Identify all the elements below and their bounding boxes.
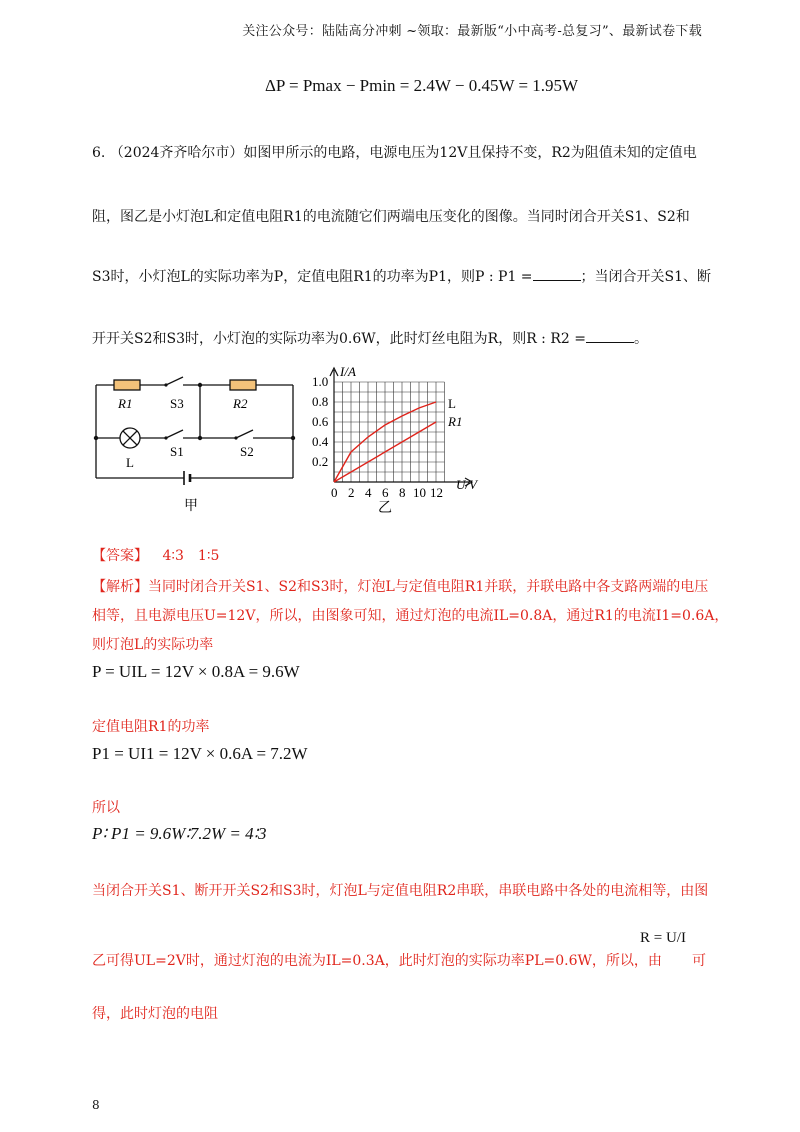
ohm-formula-text: R = U/I: [640, 930, 686, 946]
x-tick-label: 6: [382, 485, 389, 500]
formula-ratio: P∶ P1 = 9.6W∶7.2W = 4∶3: [92, 824, 267, 843]
iu-graph: [312, 362, 502, 522]
analysis-label: 【解析】: [92, 579, 148, 595]
y-tick-label: 0.8: [312, 394, 329, 409]
top-formula: ΔP = Pmax − Pmin = 2.4W − 0.45W = 1.95W: [265, 76, 579, 95]
x-axis-label: U/V: [456, 477, 477, 492]
analysis-line-4: 定值电阻R1的功率: [92, 719, 210, 735]
answer-blank-1[interactable]: [533, 268, 581, 281]
label-s2: S2: [240, 444, 254, 459]
formula-p1: P1 = UI1 = 12V × 0.6A = 7.2W: [92, 744, 308, 763]
resistor-r1: [114, 380, 140, 390]
ohm-formula: [640, 930, 686, 947]
analysis-line-6: 当闭合开关S1、断开开关S2和S3时，灯泡L与定值电阻R2串联，串联电路中各处的电流相等，由图: [92, 883, 709, 899]
analysis-line-7: 乙可得UL=2V时，通过灯泡的电流为IL=0.3A，此时灯泡的实际功率PL=0.6W，所以，由: [92, 953, 662, 969]
analysis-line-2: 相等，且电源电压U=12V，所以，由图象可知，通过灯泡的电流IL=0.8A，通过R1的电流I1=0.6A，: [92, 608, 729, 624]
curve-label-l: L: [448, 396, 456, 411]
page-number: 8: [92, 1098, 100, 1112]
analysis-line-1: [92, 576, 708, 596]
label-s3: S3: [170, 396, 184, 411]
label-l: L: [126, 455, 134, 470]
answer-line: [92, 545, 219, 565]
y-axis-label: I/A: [340, 364, 356, 379]
question-line-3-text: S3时，小灯泡L的实际功率为P，定值电阻R1的功率为P1，则P : P1 =: [92, 269, 533, 285]
question-line-3-tail: ；当闭合开关S1、断: [580, 269, 712, 285]
question-line-2: 阻，图乙是小灯泡L和定值电阻R1的电流随它们两端电压变化的图像。当同时闭合开关S1、S2和: [92, 209, 690, 225]
label-r1: R1: [118, 396, 133, 411]
curve-label-r1: R1: [448, 414, 463, 429]
x-tick-label: 2: [348, 485, 355, 500]
answer-blank-2[interactable]: [586, 330, 634, 343]
label-s1: S1: [170, 444, 184, 459]
question-line-4: [92, 328, 648, 348]
page-header: 关注公众号：陆陆高分冲刺 ~领取：最新版“小中高考-总复习”、最新试卷下载: [242, 24, 702, 39]
y-tick-label: 0.2: [312, 454, 329, 469]
analysis-line-8: 得，此时灯泡的电阻: [92, 1006, 218, 1022]
switch-s1: [166, 430, 183, 438]
x-tick-label: 4: [365, 485, 372, 500]
graph-grid: [334, 382, 445, 482]
x-tick-label: 0: [331, 485, 338, 500]
y-tick-label: 0.4: [312, 434, 329, 449]
caption-jia: 甲: [184, 499, 198, 514]
caption-yi: 乙: [378, 501, 392, 516]
label-r2: R2: [233, 396, 248, 411]
y-tick-label: 1.0: [312, 374, 329, 389]
analysis-line-7-end: 可: [692, 953, 706, 969]
analysis-text-1: 当同时闭合开关S1、S2和S3时，灯泡L与定值电阻R1并联，并联电路中各支路两端的电压: [148, 579, 709, 595]
circuit-diagram: [88, 370, 308, 520]
question-line-1: 6. （2024齐齐哈尔市）如图甲所示的电路，电源电压为12V且保持不变，R2为阻值未知的定值电: [92, 145, 697, 161]
y-tick-label: 0.6: [312, 414, 329, 429]
x-tick-label: 12: [430, 485, 443, 500]
question-line-3: [92, 266, 711, 286]
answer-value: 4∶3 1∶5: [162, 548, 220, 564]
switch-s3: [166, 377, 183, 385]
resistor-r2: [230, 380, 256, 390]
switch-s2: [236, 430, 253, 438]
x-tick-label: 8: [399, 485, 406, 500]
analysis-line-3: 则灯泡L的实际功率: [92, 637, 214, 653]
analysis-line-5: 所以: [92, 800, 120, 816]
question-line-4-tail: 。: [633, 331, 648, 347]
answer-label: 【答案】: [92, 548, 148, 564]
formula-p: P = UIL = 12V × 0.8A = 9.6W: [92, 662, 300, 681]
question-line-4-text: 开开关S2和S3时，小灯泡的实际功率为0.6W，此时灯丝电阻为R，则R : R2 =: [92, 331, 586, 347]
x-tick-label: 10: [413, 485, 426, 500]
